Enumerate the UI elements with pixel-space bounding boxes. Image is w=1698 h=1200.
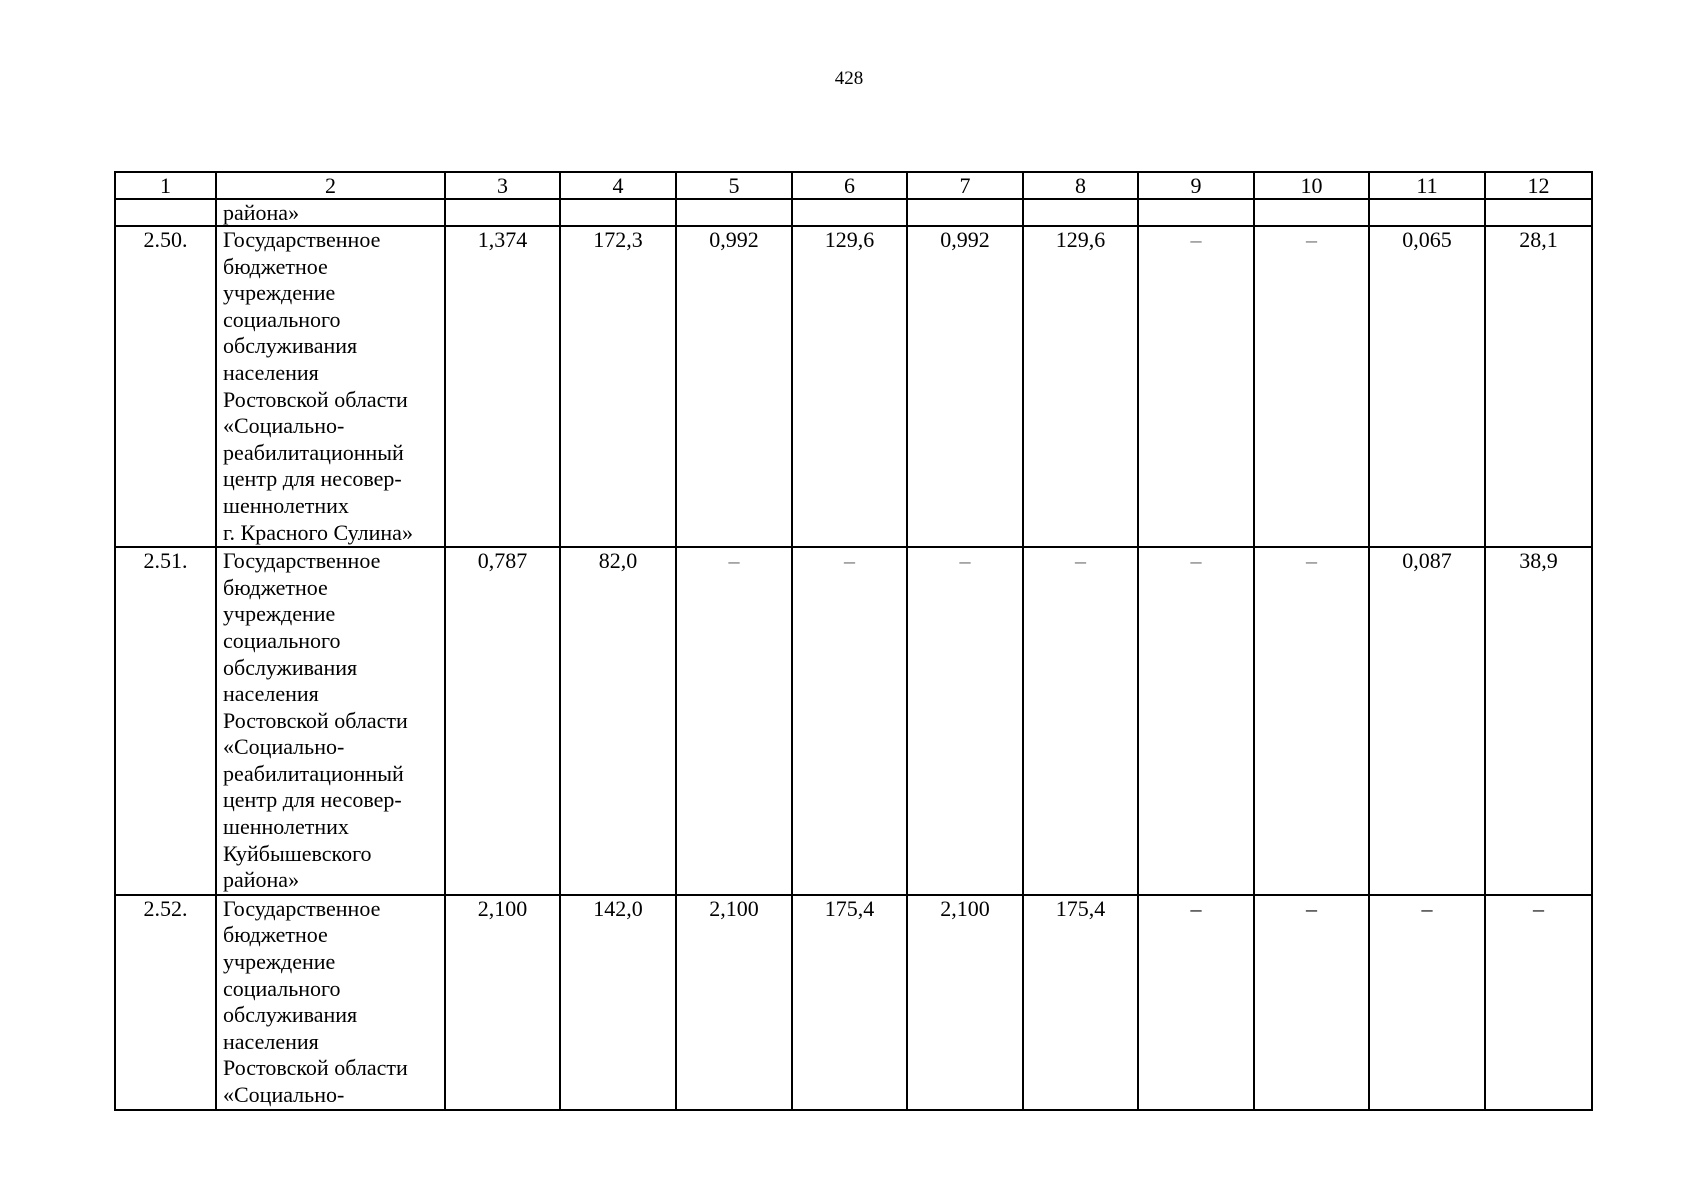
continuation-name-cell: района» bbox=[216, 199, 445, 226]
continuation-empty-cell bbox=[1254, 199, 1369, 226]
value-cell-col-4: 82,0 bbox=[560, 547, 676, 895]
institution-name-line: социального bbox=[223, 975, 341, 1001]
continuation-empty-cell bbox=[1023, 199, 1138, 226]
continuation-num-cell bbox=[115, 199, 216, 226]
value-cell-col-5: 2,100 bbox=[676, 895, 792, 1110]
continuation-empty-cell bbox=[445, 199, 560, 226]
continuation-empty-cell bbox=[560, 199, 676, 226]
value-cell-col-10: – bbox=[1254, 226, 1369, 547]
institution-name-line: центр для несовер- bbox=[223, 466, 402, 492]
continuation-empty-cell bbox=[792, 199, 907, 226]
institution-name-line: Ростовской области bbox=[223, 707, 408, 733]
column-header-6: 6 bbox=[792, 172, 907, 199]
value-cell-col-3: 2,100 bbox=[445, 895, 560, 1110]
value-cell-col-6: 129,6 bbox=[792, 226, 907, 547]
value-cell-col-11: 0,087 bbox=[1369, 547, 1485, 895]
column-number-header-row bbox=[115, 172, 1592, 199]
value-cell-col-6: – bbox=[792, 547, 907, 895]
column-header-12: 12 bbox=[1485, 172, 1592, 199]
institution-name-line: г. Красного Сулина» bbox=[223, 519, 413, 545]
continuation-empty-cell bbox=[907, 199, 1023, 226]
value-cell-col-8: – bbox=[1023, 547, 1138, 895]
institution-name-line: Куйбышевского bbox=[223, 840, 372, 866]
institution-name-line: Ростовской области bbox=[223, 1055, 408, 1081]
value-cell-col-7: – bbox=[907, 547, 1023, 895]
continuation-row bbox=[115, 199, 1592, 226]
page-number: 428 bbox=[834, 68, 864, 89]
institution-name-line: «Социально- bbox=[223, 413, 345, 439]
institution-name-line: социального bbox=[223, 306, 341, 332]
institution-name-line: центр для несовер- bbox=[223, 787, 402, 813]
column-header-9: 9 bbox=[1138, 172, 1254, 199]
institution-name-line: «Социально- bbox=[223, 734, 345, 760]
institution-name-line: бюджетное bbox=[223, 574, 328, 600]
column-header-10: 10 bbox=[1254, 172, 1369, 199]
value-cell-col-5: – bbox=[676, 547, 792, 895]
institution-name-line: «Социально- bbox=[223, 1082, 345, 1107]
continuation-empty-cell bbox=[676, 199, 792, 226]
table-body bbox=[115, 172, 1592, 1110]
institution-name-cell bbox=[216, 226, 445, 547]
value-cell-col-5: 0,992 bbox=[676, 226, 792, 547]
table-row bbox=[115, 547, 1592, 895]
institution-name-line: района» bbox=[223, 867, 300, 893]
institution-name-line: учреждение bbox=[223, 949, 336, 975]
continuation-empty-cell bbox=[1369, 199, 1485, 226]
value-cell-col-8: 175,4 bbox=[1023, 895, 1138, 1110]
row-number-cell: 2.50. bbox=[115, 226, 216, 547]
value-cell-col-3: 1,374 bbox=[445, 226, 560, 547]
institution-name-line: обслуживания bbox=[223, 654, 358, 680]
institution-name-line: учреждение bbox=[223, 601, 336, 627]
column-header-4: 4 bbox=[560, 172, 676, 199]
institution-name-line: Государственное bbox=[223, 227, 381, 252]
column-header-7: 7 bbox=[907, 172, 1023, 199]
value-cell-col-3: 0,787 bbox=[445, 547, 560, 895]
institution-name-line: обслуживания bbox=[223, 333, 358, 359]
institution-name-line: населения bbox=[223, 359, 319, 385]
value-cell-col-12: 28,1 bbox=[1485, 226, 1592, 547]
value-cell-col-10: – bbox=[1254, 547, 1369, 895]
institution-name-line: учреждение bbox=[223, 280, 336, 306]
value-cell-col-7: 0,992 bbox=[907, 226, 1023, 547]
column-header-8: 8 bbox=[1023, 172, 1138, 199]
institution-name-line: шеннолетних bbox=[223, 814, 349, 840]
institution-name-line: реабилитационный bbox=[223, 760, 404, 786]
table-row bbox=[115, 895, 1592, 1110]
institution-name-line: населения bbox=[223, 1028, 319, 1054]
value-cell-col-10: – bbox=[1254, 895, 1369, 1110]
continuation-empty-cell bbox=[1485, 199, 1592, 226]
continuation-empty-cell bbox=[1138, 199, 1254, 226]
institution-name-line: Государственное bbox=[223, 895, 381, 921]
institution-name-line: шеннолетних bbox=[223, 492, 349, 518]
institution-name-line: бюджетное bbox=[223, 922, 328, 948]
value-cell-col-9: – bbox=[1138, 895, 1254, 1110]
institution-name-line: Государственное bbox=[223, 548, 381, 574]
institution-name-cell bbox=[216, 895, 445, 1110]
value-cell-col-12: 38,9 bbox=[1485, 547, 1592, 895]
row-number-cell: 2.52. bbox=[115, 895, 216, 1110]
value-cell-col-9: – bbox=[1138, 226, 1254, 547]
column-header-11: 11 bbox=[1369, 172, 1485, 199]
column-header-5: 5 bbox=[676, 172, 792, 199]
value-cell-col-7: 2,100 bbox=[907, 895, 1023, 1110]
data-table bbox=[114, 171, 1593, 1111]
institution-name-line: бюджетное bbox=[223, 253, 328, 279]
value-cell-col-8: 129,6 bbox=[1023, 226, 1138, 547]
table-row bbox=[115, 226, 1592, 547]
institution-name-line: социального bbox=[223, 627, 341, 653]
row-number-cell: 2.51. bbox=[115, 547, 216, 895]
column-header-2: 2 bbox=[216, 172, 445, 199]
value-cell-col-6: 175,4 bbox=[792, 895, 907, 1110]
value-cell-col-9: – bbox=[1138, 547, 1254, 895]
value-cell-col-4: 142,0 bbox=[560, 895, 676, 1110]
column-header-3: 3 bbox=[445, 172, 560, 199]
institution-name-cell bbox=[216, 547, 445, 895]
column-header-1: 1 bbox=[115, 172, 216, 199]
institution-name-line: реабилитационный bbox=[223, 439, 404, 465]
value-cell-col-11: 0,065 bbox=[1369, 226, 1485, 547]
institution-name-line: населения bbox=[223, 681, 319, 707]
institution-name-line: Ростовской области bbox=[223, 386, 408, 412]
value-cell-col-12: – bbox=[1485, 895, 1592, 1110]
value-cell-col-4: 172,3 bbox=[560, 226, 676, 547]
value-cell-col-11: – bbox=[1369, 895, 1485, 1110]
institution-name-line: обслуживания bbox=[223, 1002, 358, 1028]
